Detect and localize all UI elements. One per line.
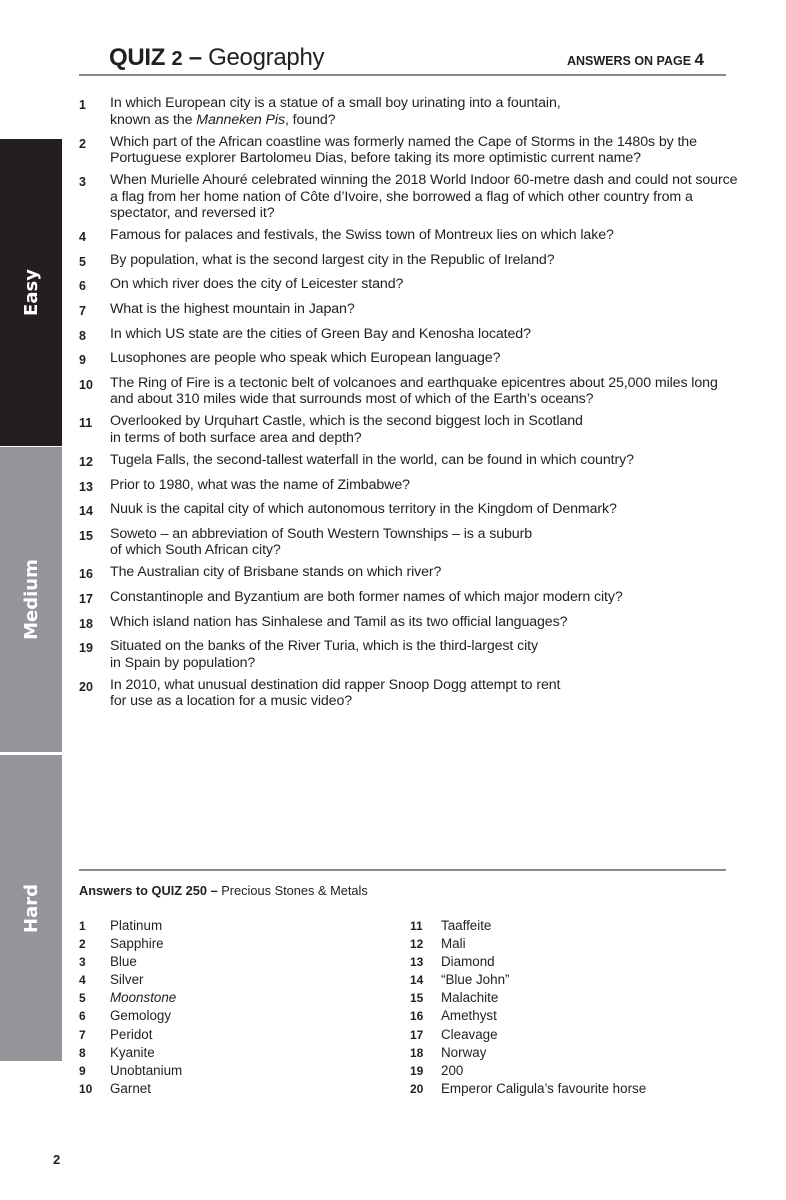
question-text-line: In which US state are the cities of Green Bay and Kenosha located? <box>110 325 531 342</box>
answer-number: 15 <box>410 991 424 1006</box>
answer-item <box>410 918 646 936</box>
answer-item <box>410 1045 646 1063</box>
page-title <box>109 44 324 72</box>
answers-column-2 <box>410 918 646 1099</box>
question-item <box>79 526 739 559</box>
tab-easy-label: Easy <box>20 269 42 316</box>
question-number: 17 <box>79 592 93 606</box>
question-item <box>79 477 739 496</box>
answer-text: Norway <box>441 1044 487 1060</box>
answer-number: 8 <box>79 1045 86 1060</box>
question-text-line: Soweto – an abbreviation of South Western Townships – is a suburb <box>110 525 533 542</box>
answer-text: Gemology <box>110 1008 172 1024</box>
answer-text: Peridot <box>110 1026 153 1042</box>
question-item <box>79 501 739 520</box>
tab-easy <box>0 139 62 446</box>
answer-number: 12 <box>410 937 424 952</box>
answer-item <box>79 1045 182 1063</box>
question-item <box>79 301 739 320</box>
question-text-line: Nuuk is the capital city of which autonomous territory in the Kingdom of Denmark? <box>110 501 617 518</box>
answer-number: 3 <box>79 955 86 970</box>
answer-number: 14 <box>410 973 424 988</box>
question-item <box>79 134 739 167</box>
question-item <box>79 227 739 246</box>
question-item <box>79 413 739 446</box>
answers-heading-dash: – <box>207 883 222 898</box>
question-text <box>110 526 532 559</box>
question-text-part: In which European city is a statue of a small boy urinating into a fountain, <box>110 95 561 111</box>
question-text <box>110 276 403 295</box>
question-number: 15 <box>79 528 93 543</box>
answer-item <box>410 990 646 1008</box>
question-text-line: On which river does the city of Leicester stand? <box>110 276 404 293</box>
question-text <box>110 350 500 369</box>
question-text-line: Prior to 1980, what was the name of Zimbabwe? <box>110 476 410 493</box>
answers-column-1 <box>79 918 182 1099</box>
answer-number: 16 <box>410 1009 424 1024</box>
question-text <box>110 501 617 520</box>
question-text-line: of which South African city? <box>110 542 281 559</box>
question-number: 2 <box>79 136 86 151</box>
question-text-line: What is the highest mountain in Japan? <box>110 301 355 318</box>
question-text-part: known as the <box>110 111 197 128</box>
answer-item <box>79 990 182 1008</box>
question-number: 18 <box>79 616 93 631</box>
answer-item <box>410 972 646 990</box>
question-text-line: In 2010, what unusual destination did rapper Snoop Dogg attempt to rent <box>110 676 561 693</box>
question-text-line: in Spain by population? <box>110 654 256 671</box>
question-text-line: The Ring of Fire is a tectonic belt of volcanoes and earthquake epicentres about 25,000 miles long and about 310 miles wide that surrounds most of which of the Earth’s oceans? <box>110 374 718 408</box>
answer-text: Taaffeite <box>441 918 492 933</box>
answer-text: 200 <box>441 1062 464 1078</box>
question-number: 9 <box>79 353 86 368</box>
question-item <box>79 172 739 222</box>
answers-page-number: 4 <box>694 50 704 69</box>
question-number: 14 <box>79 504 93 519</box>
tab-hard-label: Hard <box>20 883 42 933</box>
question-text <box>110 413 583 446</box>
question-item <box>79 614 739 633</box>
question-number: 1 <box>79 98 86 112</box>
tab-medium-label: Medium <box>20 559 42 640</box>
question-list <box>79 95 739 715</box>
answer-text: Silver <box>110 972 144 988</box>
answer-text: Diamond <box>441 954 495 970</box>
question-number: 4 <box>79 230 86 245</box>
question-text <box>110 227 614 246</box>
answer-text: Amethyst <box>441 1008 497 1024</box>
question-item <box>79 638 739 671</box>
question-number: 11 <box>79 416 93 431</box>
question-text <box>110 95 561 128</box>
answer-item <box>410 954 646 972</box>
question-number: 19 <box>79 641 93 656</box>
answer-text: Moonstone <box>110 990 177 1006</box>
tab-hard <box>0 755 62 1061</box>
question-text <box>110 452 634 471</box>
question-number: 3 <box>79 175 86 190</box>
question-text-line: Lusophones are people who speak which European language? <box>110 350 501 367</box>
answer-number: 20 <box>410 1081 424 1096</box>
answer-number: 6 <box>79 1009 86 1024</box>
question-number: 5 <box>79 254 86 269</box>
question-text-line: Overlooked by Urquhart Castle, which is the second biggest loch in Scotland <box>110 413 583 430</box>
answer-item <box>79 972 182 990</box>
quiz-label: QUIZ <box>109 44 166 71</box>
answer-text: “Blue John” <box>441 972 510 988</box>
question-number: 20 <box>79 679 93 694</box>
answer-item <box>79 1008 182 1026</box>
question-text <box>110 677 560 710</box>
question-number: 7 <box>79 304 86 319</box>
question-item <box>79 252 739 271</box>
question-text-italic: Manneken Pis <box>196 111 285 128</box>
answers-on-label: ANSWERS ON PAGE <box>566 54 692 68</box>
question-number: 16 <box>79 567 93 582</box>
answer-item <box>410 1008 646 1026</box>
answer-text: Kyanite <box>110 1044 155 1060</box>
question-number: 10 <box>79 377 93 392</box>
answer-number: 2 <box>79 937 86 952</box>
question-text <box>110 252 555 271</box>
answer-text: Sapphire <box>110 936 164 952</box>
question-text <box>110 134 739 167</box>
question-text-line: Tugela Falls, the second-tallest waterfall in the world, can be found in which country? <box>110 452 634 469</box>
answer-text: Mali <box>441 936 466 952</box>
answer-text: Platinum <box>110 918 163 933</box>
question-item <box>79 276 739 295</box>
question-number: 8 <box>79 328 86 343</box>
question-item <box>79 375 739 408</box>
question-text <box>110 375 739 408</box>
answer-number: 11 <box>410 919 423 933</box>
answer-item <box>79 954 182 972</box>
question-text <box>110 564 441 583</box>
question-text-line: Which island nation has Sinhalese and Tamil as its two official languages? <box>110 613 568 630</box>
answer-number: 9 <box>79 1063 86 1078</box>
question-text-line: The Australian city of Brisbane stands on which river? <box>110 564 442 581</box>
quiz-topic: Geography <box>208 44 325 71</box>
answer-text: Blue <box>110 954 137 970</box>
answers-heading <box>79 883 368 898</box>
question-text <box>110 614 567 633</box>
page-number: 2 <box>53 1152 61 1167</box>
question-item <box>79 452 739 471</box>
answers-divider <box>79 869 726 871</box>
question-item <box>79 350 739 369</box>
answer-number: 13 <box>410 955 424 970</box>
answer-number: 4 <box>79 973 86 988</box>
question-text <box>110 589 623 608</box>
question-text-line: Constantinople and Byzantium are both former names of which major modern city? <box>110 589 623 605</box>
question-text-line: Famous for palaces and festivals, the Swiss town of Montreux lies on which lake? <box>110 227 614 244</box>
question-text-part: , found? <box>284 111 336 128</box>
answer-number: 18 <box>410 1045 424 1060</box>
question-text <box>110 172 739 222</box>
answer-text: Cleavage <box>441 1026 498 1042</box>
page-header <box>79 38 726 76</box>
question-text-line: Which part of the African coastline was formerly named the Cape of Storms in the 1480s by the Portuguese explorer Bartolomeu Dias, before taking its more optimistic current name? <box>110 133 697 167</box>
answers-heading-topic: Precious Stones & Metals <box>221 883 368 898</box>
question-item <box>79 95 739 128</box>
answer-text: Unobtanium <box>110 1062 183 1078</box>
question-text <box>110 477 410 496</box>
answer-number: 17 <box>410 1027 424 1042</box>
question-number: 13 <box>79 479 93 494</box>
answer-item <box>79 1063 182 1081</box>
answer-text: Emperor Caligula’s favourite horse <box>441 1080 647 1096</box>
answer-number: 1 <box>79 919 86 933</box>
quiz-number: 2 <box>171 48 183 70</box>
answer-item <box>79 1081 182 1099</box>
question-item <box>79 326 739 345</box>
question-number: 12 <box>79 455 93 470</box>
answer-number: 19 <box>410 1063 424 1078</box>
answer-text: Malachite <box>441 990 499 1006</box>
title-dash: – <box>182 44 209 71</box>
question-number: 6 <box>79 279 86 294</box>
answer-item <box>79 918 182 936</box>
answers-reference <box>567 50 704 70</box>
answer-text: Garnet <box>110 1080 151 1096</box>
question-item <box>79 677 739 710</box>
answers-heading-title: Answers to QUIZ 250 <box>79 883 208 898</box>
question-text <box>110 638 538 671</box>
answer-item <box>79 1027 182 1045</box>
question-text-line: Situated on the banks of the River Turia, which is the third-largest city <box>110 638 538 655</box>
question-text <box>110 326 531 345</box>
question-text-line: By population, what is the second largest city in the Republic of Ireland? <box>110 251 555 268</box>
question-item <box>79 589 739 608</box>
question-text-line: When Murielle Ahouré celebrated winning the 2018 World Indoor 60-metre dash and could not source a flag from her home nation of Côte d’Ivoire, she borrowed a flag of which other country from a spectator, and reversed it? <box>110 172 738 222</box>
answer-item <box>410 1063 646 1081</box>
answer-number: 7 <box>79 1027 86 1042</box>
question-text <box>110 301 355 320</box>
answer-item <box>79 936 182 954</box>
question-item <box>79 564 739 583</box>
answer-item <box>410 1081 646 1099</box>
question-text-line: for use as a location for a music video? <box>110 693 353 710</box>
answer-number: 5 <box>79 991 86 1006</box>
question-text-line: in terms of both surface area and depth? <box>110 429 362 446</box>
answer-item <box>410 1027 646 1045</box>
answer-item <box>410 936 646 954</box>
tab-medium <box>0 447 62 752</box>
answer-number: 10 <box>79 1081 93 1096</box>
